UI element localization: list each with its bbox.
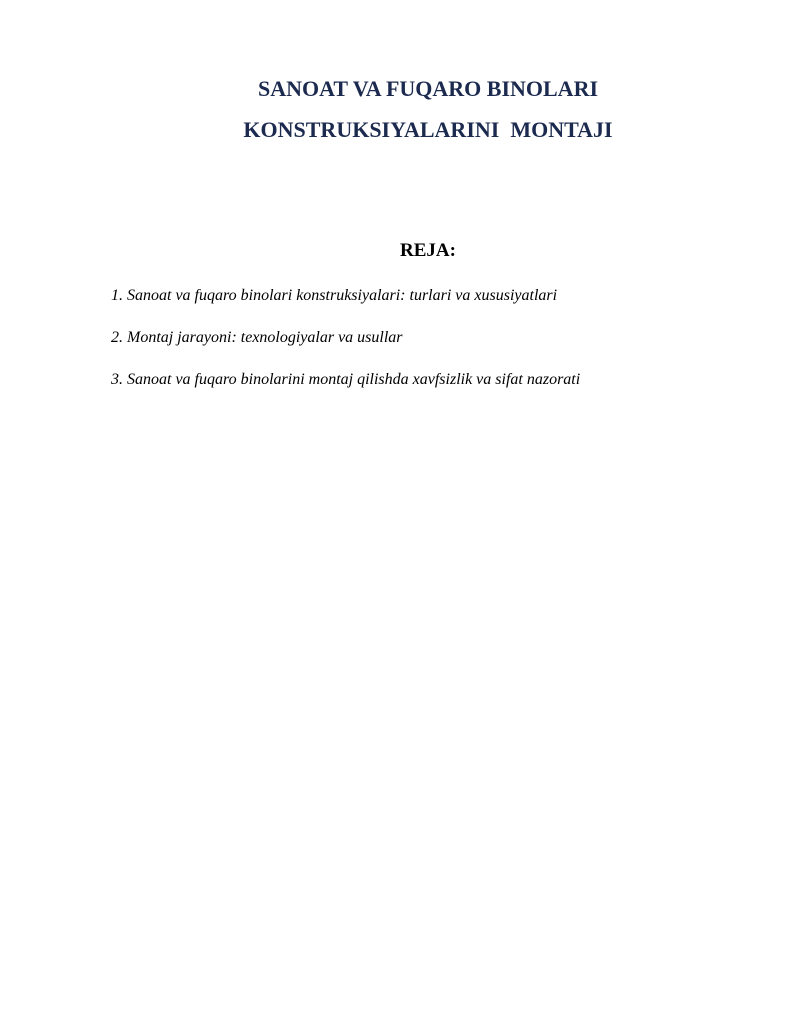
plan-heading: REJA:	[400, 240, 456, 261]
plan-item-3: 3. Sanoat va fuqaro binolarini montaj qilishda xavfsizlik va sifat nazorati	[111, 371, 581, 388]
plan-list	[111, 285, 580, 411]
document-title-line-2: KONSTRUKSIYALARINI MONTAJI	[243, 117, 613, 142]
document-title-line-1: SANOAT VA FUQARO BINOLARI	[257, 76, 599, 101]
plan-item-1: 1. Sanoat va fuqaro binolari konstruksiyalari: turlari va xususiyatlari	[111, 287, 558, 304]
plan-item-2: 2. Montaj jarayoni: texnologiyalar va usullar	[111, 329, 403, 346]
